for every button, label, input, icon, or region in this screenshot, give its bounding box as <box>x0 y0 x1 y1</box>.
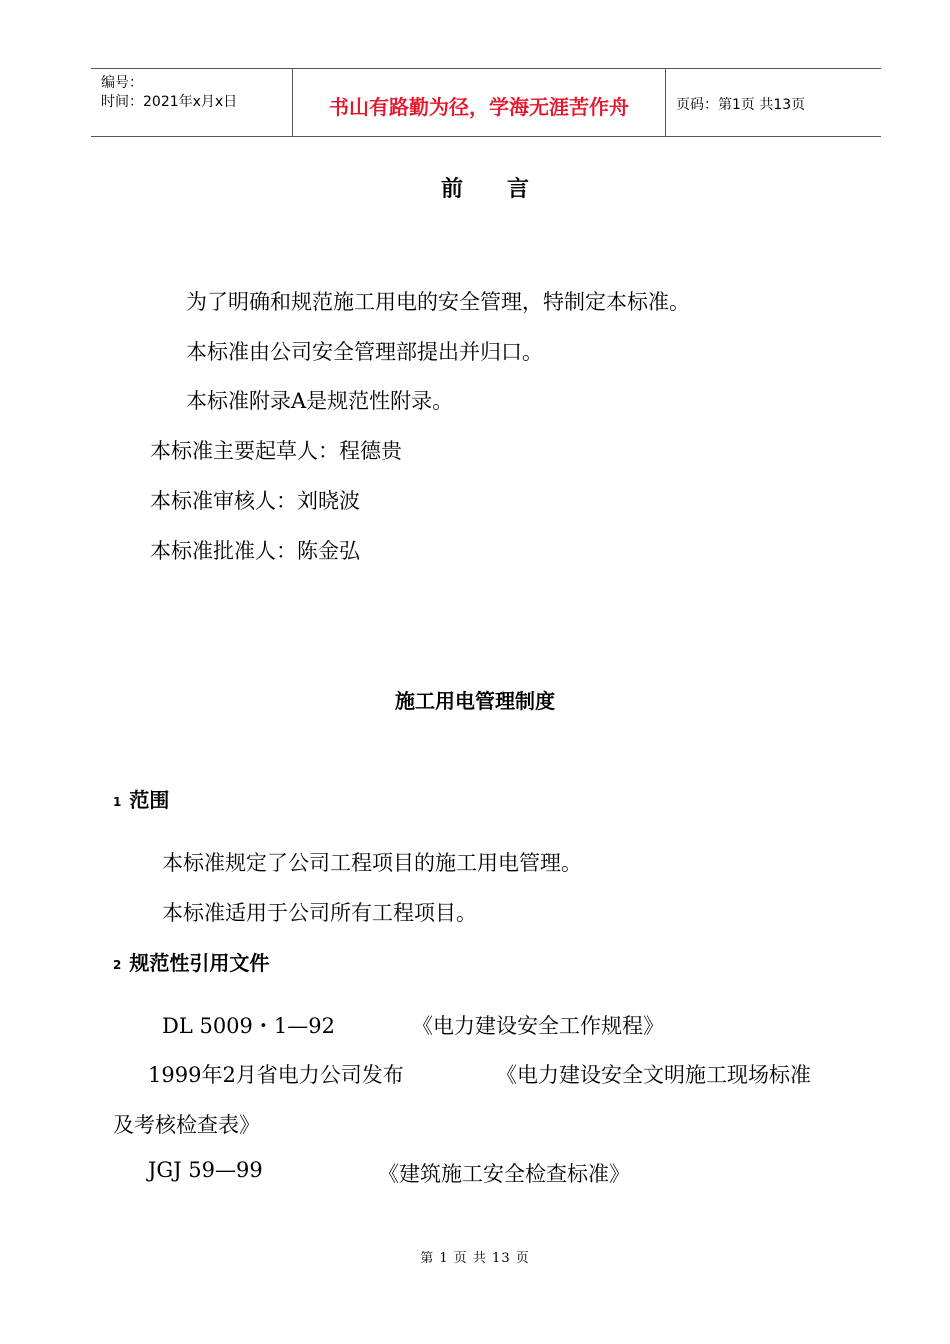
motto-text: 书山有路勤为径，学海无涯苦作舟 <box>329 95 629 119</box>
header-page-cell <box>666 69 881 136</box>
page-code: 页码：第1页 共13页 <box>676 97 806 113</box>
page-header <box>91 68 881 137</box>
section-1-heading <box>113 784 169 813</box>
ref-2-code: 1999年2月省电力公司发布 <box>148 1063 404 1087</box>
section-1-title: 范围 <box>129 788 170 812</box>
preface-line-3: 本标准附录A是规范性附录。 <box>186 389 454 413</box>
section-2-number: 2 <box>113 957 122 972</box>
ref-3-code: JGJ 59—99 <box>148 1158 263 1182</box>
header-motto-cell <box>293 69 666 136</box>
document-title: 施工用电管理制度 <box>395 689 555 713</box>
approver-line: 本标准批准人：陈金弘 <box>150 539 360 563</box>
reviewer-line: 本标准审核人：刘晓波 <box>150 489 360 513</box>
drafter-line: 本标准主要起草人：程德贵 <box>150 439 402 463</box>
ref-1-code: DL 5009・1—92 <box>162 1014 335 1038</box>
ref-1-name: 《电力建设安全工作规程》 <box>412 1014 664 1038</box>
ref-3-name: 《建筑施工安全检查标准》 <box>378 1162 630 1186</box>
ref-2-name: 《电力建设安全文明施工现场标准 <box>496 1063 811 1087</box>
section-2-heading <box>113 947 269 976</box>
ref-2-name-cont: 及考核检查表》 <box>113 1113 260 1137</box>
header-info-cell <box>91 69 293 136</box>
preface-title: 前 言 <box>441 177 530 202</box>
preface-line-1: 为了明确和规范施工用电的安全管理，特制定本标准。 <box>186 290 690 314</box>
section-1-number: 1 <box>113 794 122 809</box>
date-line: 时间：2021年x月x日 <box>101 94 238 110</box>
scope-line-2: 本标准适用于公司所有工程项目。 <box>162 901 477 925</box>
page-footer: 第 1 页 共 13 页 <box>420 1251 530 1266</box>
scope-line-1: 本标准规定了公司工程项目的施工用电管理。 <box>162 851 582 875</box>
section-2-title: 规范性引用文件 <box>129 951 270 975</box>
preface-line-2: 本标准由公司安全管理部提出并归口。 <box>186 340 543 364</box>
serial-label: 编号： <box>101 75 143 91</box>
